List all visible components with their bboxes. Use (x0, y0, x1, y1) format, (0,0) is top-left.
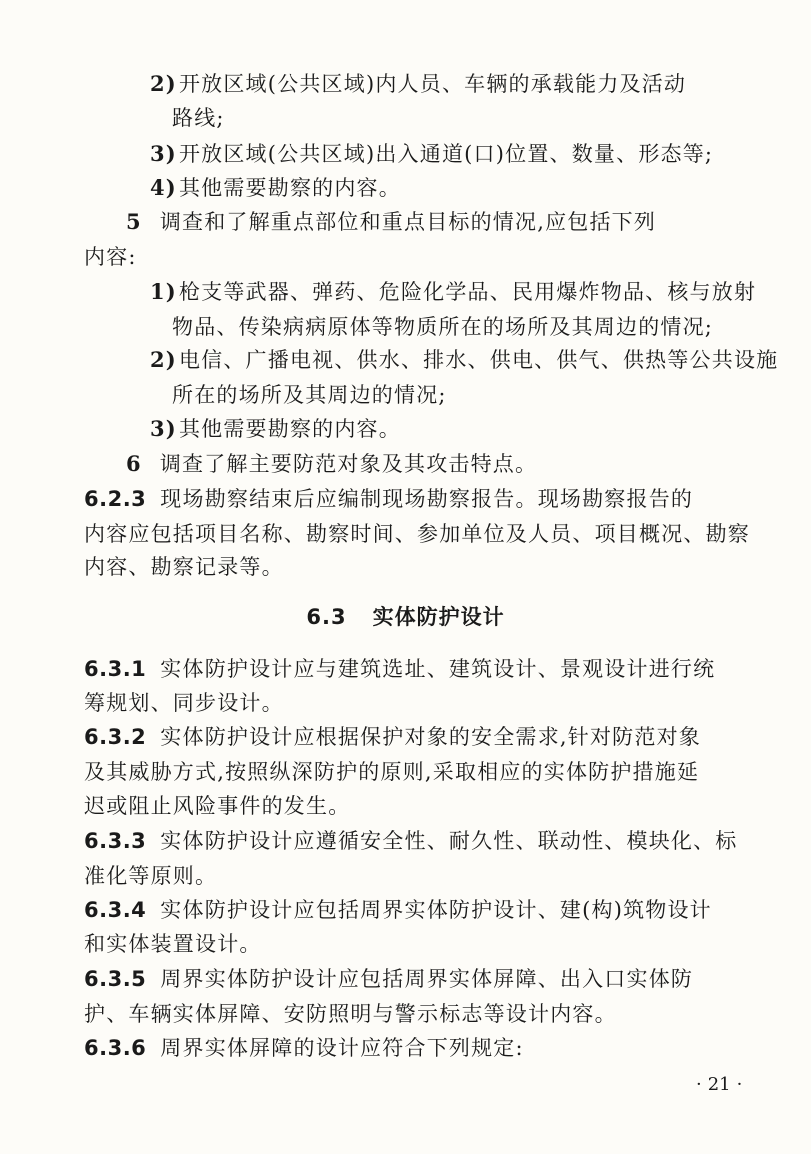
clause (84, 827, 738, 855)
item-number: 5 (126, 209, 142, 234)
list-item-text: 电信、广播电视、供水、排水、供电、供气、供热等公共设施 (178, 348, 779, 372)
clause-text: 现场勘察结束后应编制现场勘察报告。现场勘察报告的 (160, 487, 694, 511)
clause-text: 准化等原则。 (84, 864, 218, 888)
numbered-item (126, 208, 656, 236)
list-item-text: 开放区域(公共区域)出入通道(口)位置、数量、形态等; (178, 142, 714, 166)
clause (84, 723, 701, 751)
list-item-text: 路线; (172, 106, 225, 130)
page-number (690, 1073, 748, 1097)
clause-text: 迟或阻止风险事件的发生。 (84, 794, 351, 818)
clause-text: 实体防护设计应根据保护对象的安全需求,针对防范对象 (160, 725, 701, 749)
list-marker: 1) (150, 279, 177, 304)
clause-number: 6.3.4 (84, 898, 147, 922)
section-number: 6.3 (306, 605, 347, 629)
list-marker: 3) (150, 141, 177, 166)
page-number-dot-left: · (696, 1074, 702, 1095)
numbered-item (126, 450, 537, 478)
list-marker: 2) (150, 347, 177, 372)
clause-text: 及其威胁方式,按照纵深防护的原则,采取相应的实体防护措施延 (84, 760, 700, 784)
section-title: 实体防护设计 (372, 605, 505, 629)
clause-text: 护、车辆实体屏障、安防照明与警示标志等设计内容。 (84, 1002, 617, 1026)
list-item-continuation (172, 381, 447, 409)
list-item-text: 其他需要勘察的内容。 (178, 417, 401, 441)
clause-text: 周界实体防护设计应包括周界实体屏障、出入口实体防 (160, 967, 694, 991)
clause-continuation (84, 553, 284, 581)
item-number: 6 (126, 451, 142, 476)
item-text: 内容: (84, 245, 137, 269)
list-item-text: 其他需要勘察的内容。 (178, 176, 401, 200)
clause-continuation (84, 520, 750, 548)
clause-continuation (84, 689, 284, 717)
list-item-text: 枪支等武器、弹药、危险化学品、民用爆炸物品、核与放射 (178, 280, 757, 304)
clause-continuation (84, 862, 217, 890)
clause-text: 实体防护设计应遵循安全性、耐久性、联动性、模块化、标 (160, 829, 738, 853)
list-marker: 3) (150, 416, 177, 441)
clause-number: 6.3.2 (84, 725, 147, 749)
list-item (150, 174, 401, 202)
clause-text: 内容、勘察记录等。 (84, 555, 284, 579)
clause-text: 内容应包括项目名称、勘察时间、参加单位及人员、项目概况、勘察 (84, 522, 750, 546)
list-item (150, 278, 756, 306)
clause-number: 6.3.5 (84, 967, 147, 991)
list-item-continuation (172, 104, 225, 132)
clause (84, 965, 693, 993)
item-text: 调查了解主要防范对象及其攻击特点。 (159, 452, 538, 476)
clause (84, 896, 712, 924)
list-item-text: 物品、传染病病原体等物质所在的场所及其周边的情况; (172, 315, 714, 339)
list-item (150, 346, 778, 374)
list-item (150, 70, 686, 98)
clause (84, 485, 693, 513)
clause-number: 6.3.3 (84, 829, 147, 853)
section-heading (0, 603, 811, 631)
clause-continuation (84, 930, 262, 958)
list-marker: 2) (150, 71, 177, 96)
clause-text: 实体防护设计应包括周界实体防护设计、建(构)筑物设计 (160, 898, 712, 922)
clause-text: 筹规划、同步设计。 (84, 691, 284, 715)
list-marker: 4) (150, 175, 177, 200)
list-item-text: 开放区域(公共区域)内人员、车辆的承载能力及活动 (178, 72, 687, 96)
clause-number: 6.3.1 (84, 657, 147, 681)
clause-continuation (84, 1000, 617, 1028)
clause-continuation (84, 792, 350, 820)
clause-number: 6.3.6 (84, 1036, 147, 1060)
list-item-continuation (172, 313, 713, 341)
list-item (150, 140, 713, 168)
clause-text: 周界实体屏障的设计应符合下列规定: (160, 1036, 524, 1060)
item-text: 调查和了解重点部位和重点目标的情况,应包括下列 (159, 210, 657, 234)
item-continuation (84, 243, 137, 271)
list-item (150, 415, 401, 443)
clause-text: 和实体装置设计。 (84, 932, 262, 956)
clause (84, 655, 715, 683)
page-number-dot-right: · (736, 1074, 743, 1095)
clause-continuation (84, 758, 699, 786)
list-item-text: 所在的场所及其周边的情况; (172, 383, 447, 407)
clause-text: 实体防护设计应与建筑选址、建筑设计、景观设计进行统 (160, 657, 716, 681)
clause (84, 1034, 524, 1062)
clause-number: 6.2.3 (84, 487, 147, 511)
page-number-value: 21 (707, 1074, 731, 1095)
